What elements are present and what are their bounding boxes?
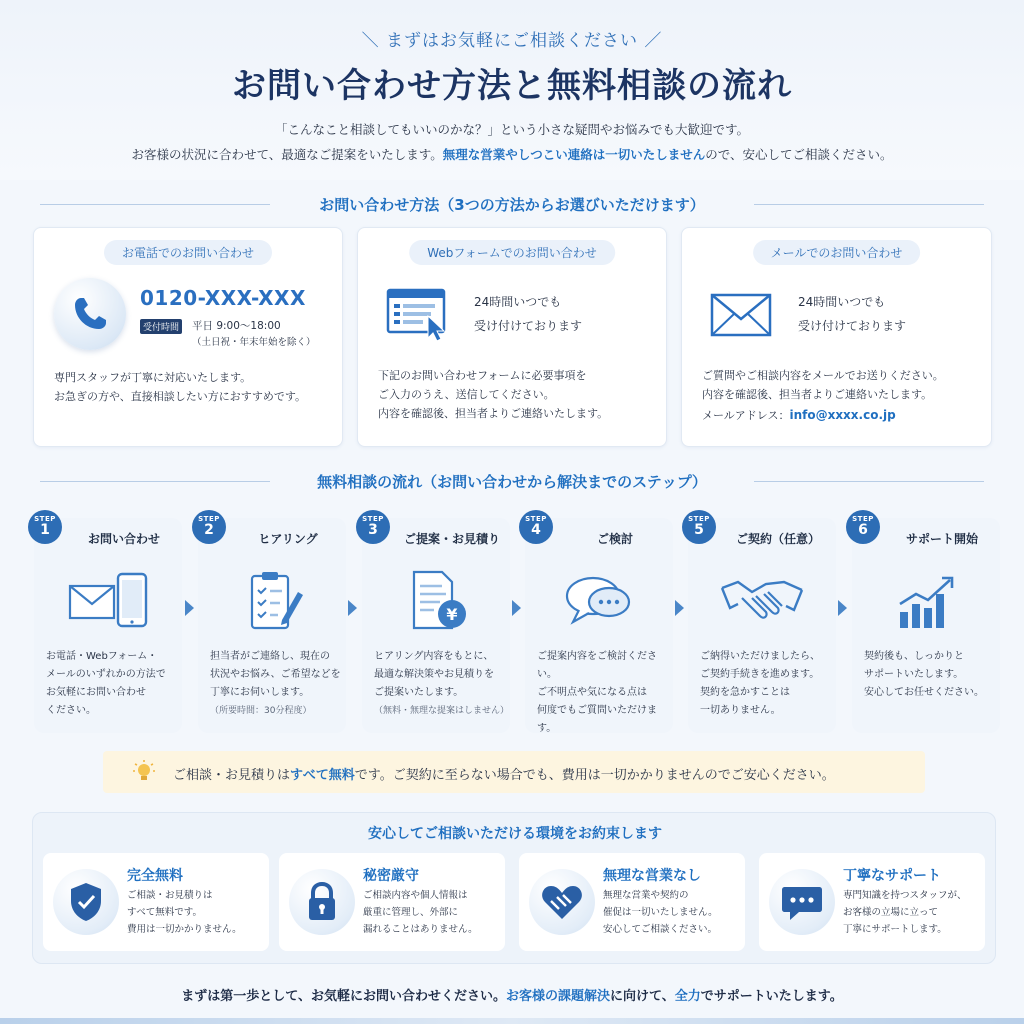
step-note: （無料・無理な提案はしません） [374, 706, 510, 716]
step-word: STEP [34, 515, 56, 523]
email-address-line [702, 406, 944, 425]
step-badge [356, 510, 390, 544]
step-card-4 [525, 515, 673, 734]
page-title: お問い合わせ方法と無料相談の流れ [232, 66, 792, 106]
promise-title: 安心してご相談いただける環境をお約束します [368, 826, 662, 842]
step-title: お問い合わせ [87, 532, 160, 546]
promise-section [32, 812, 996, 964]
step-card-1 [34, 515, 182, 733]
web-card-availability [474, 290, 582, 338]
mail-and-phone-icon [58, 568, 158, 634]
body-line: 専門スタッフが丁寧に対応いたします。 [54, 371, 252, 384]
promise-card-no-pressure [519, 853, 745, 951]
footer-message [0, 985, 1024, 1004]
promise-card-text [843, 887, 967, 938]
step-badge [28, 510, 62, 544]
step-line: ください。 [46, 705, 96, 716]
step-line: サポートいたします。 [864, 669, 964, 680]
mail-icon [710, 292, 774, 338]
promise-line: 安心してご相談ください。 [603, 924, 718, 935]
mail-card-availability [798, 290, 906, 338]
body-line: ご入力のうえ、送信してください。 [378, 388, 555, 401]
promise-line: ご相談内容や個人情報は [363, 890, 468, 901]
promise-line: 漏れることはありません。 [363, 924, 478, 935]
step-line: ご不明点や気になる点は [537, 687, 647, 698]
availability-line: 受け付けております [798, 319, 907, 333]
step-line: 状況やお悩み、ご希望などを [210, 669, 341, 680]
mail-card-label: メールでのお問い合わせ [753, 240, 921, 265]
step-line: 丁寧にお伺いします。 [210, 687, 310, 698]
step-number: 1 [40, 522, 50, 538]
promise-card-text [603, 887, 718, 938]
step-word: STEP [362, 515, 384, 523]
intro-text: お客様の状況に合わせて、最適なご提案をいたします。 [131, 147, 443, 162]
promise-card-text [363, 887, 478, 938]
phone-contact-card [33, 227, 343, 447]
business-hours: 平日 9:00〜18:00 [192, 320, 281, 332]
step-card-3 [362, 515, 510, 733]
phone-icon [54, 278, 126, 350]
promise-line: 厳重に管理し、外部に [363, 907, 459, 918]
step-number: 6 [858, 522, 868, 538]
footer-highlight: お客様の課題解決 [506, 989, 611, 1004]
availability-line: 24時間いつでも [474, 295, 562, 309]
chat-dots-icon [769, 869, 835, 935]
web-form-contact-card[interactable] [357, 227, 667, 447]
mail-card-body [702, 366, 944, 425]
promise-line: 丁寧にサポートします。 [843, 924, 947, 935]
promise-card-free [43, 853, 269, 951]
step-title: ヒアリング [258, 532, 318, 546]
promise-card-title: 丁寧なサポート [843, 868, 941, 884]
promise-card-title: 秘密厳守 [363, 868, 419, 884]
step-description [700, 648, 834, 720]
step-line: メールのいずれかの方法で [46, 669, 166, 680]
email-address-link[interactable]: info@xxxx.co.jp [789, 408, 896, 422]
body-line: 内容を確認後、担当者よりご連絡いたします。 [702, 388, 933, 401]
step-card-6 [852, 515, 1000, 733]
tagline: ＼ まずはお気軽にご相談ください ／ [361, 31, 663, 51]
step-number: 3 [368, 522, 378, 538]
availability-line: 24時間いつでも [798, 295, 886, 309]
body-line: 内容を確認後、担当者よりご連絡いたします。 [378, 407, 609, 420]
footer-part: に向けて、 [610, 989, 675, 1004]
step-description [864, 648, 998, 702]
step-card-5 [688, 515, 836, 733]
step-card-2 [198, 515, 346, 733]
step-title: ご契約（任意） [735, 532, 820, 546]
step-badge [519, 510, 553, 544]
estimate-document-icon [386, 568, 486, 634]
phone-number[interactable]: 0120-XXX-XXX [140, 286, 306, 310]
hours-badge: 受付時間 [140, 319, 182, 334]
promise-card-support [759, 853, 985, 951]
step-line: 安心してお任せください。 [864, 687, 984, 698]
intro-text: ので、安心してご相談ください。 [705, 147, 893, 162]
step-description [374, 648, 508, 720]
step-line: ヒアリング内容をもとに、 [374, 651, 494, 662]
step-description [46, 648, 180, 720]
step-note: （所要時間：30分程度） [210, 706, 312, 716]
business-hours-note: （土日祝・年末年始を除く） [192, 337, 316, 348]
step-line: お気軽にお問い合わせ [46, 687, 146, 698]
notice-part: です。ご契約に至らない場合でも、費用は一切かかりませんのでご安心ください。 [354, 768, 835, 783]
flow-section-title: 無料相談の流れ（お問い合わせから解決までのステップ） [317, 473, 707, 491]
step-badge [846, 510, 880, 544]
promise-line: 無理な営業や契約の [603, 890, 689, 901]
step-number: 5 [694, 522, 704, 538]
phone-card-body [54, 368, 306, 406]
lock-icon [289, 869, 355, 935]
step-word: STEP [525, 515, 547, 523]
step-arrow-icon [838, 600, 847, 616]
step-title: ご検討 [596, 532, 633, 546]
step-line: ご提案いたします。 [374, 687, 464, 698]
step-line: 一切ありません。 [700, 705, 781, 716]
shield-check-icon [53, 869, 119, 935]
step-line: 最適な解決策やお見積りを [374, 669, 494, 680]
web-card-body [378, 366, 608, 423]
step-word: STEP [852, 515, 874, 523]
step-word: STEP [688, 515, 710, 523]
footer-part: でサポートいたします。 [700, 989, 843, 1004]
footer-highlight: 全力 [674, 989, 701, 1004]
step-line: 担当者がご連絡し、現在の [210, 651, 330, 662]
step-line: 契約後も、しっかりと [864, 651, 964, 662]
clipboard-icon [222, 568, 322, 634]
chat-bubbles-icon [549, 568, 649, 634]
step-badge [682, 510, 716, 544]
intro-line-2 [0, 145, 1024, 163]
body-line: ご質問やご相談内容をメールでお送りください。 [702, 369, 944, 382]
promise-card-title: 完全無料 [127, 868, 183, 884]
step-number: 4 [531, 522, 541, 538]
web-form-icon [386, 286, 450, 342]
notice-highlight: すべて無料 [290, 768, 355, 783]
contact-section-title: お問い合わせ方法（3つの方法からお選びいただけます） [319, 196, 705, 214]
step-word: STEP [198, 515, 220, 523]
step-title: サポート開始 [905, 532, 978, 546]
step-arrow-icon [512, 600, 521, 616]
lightbulb-icon [131, 759, 157, 785]
notice-text [173, 764, 835, 783]
free-notice-banner [103, 751, 925, 793]
growth-chart-icon [876, 568, 976, 634]
step-badge [192, 510, 226, 544]
web-card-label: Webフォームでのお問い合わせ [409, 240, 615, 265]
step-description [537, 648, 671, 738]
notice-part: ご相談・お見積りは [173, 768, 291, 783]
step-line: ご契約手続きを進めます。 [700, 669, 820, 680]
step-line: 契約を急かすことは [700, 687, 790, 698]
email-address-label: メールアドレス： [702, 409, 790, 422]
promise-line: 費用は一切かかりません。 [127, 924, 242, 935]
step-arrow-icon [185, 600, 194, 616]
availability-line: 受け付けております [474, 319, 583, 333]
intro-highlight: 無理な営業やしつこい連絡は一切いたしません [442, 147, 706, 162]
step-line: お電話・Webフォーム・ [46, 651, 158, 662]
promise-line: 専門知識を持つスタッフが、 [843, 890, 967, 901]
step-line: ご納得いただけましたら、 [700, 651, 820, 662]
body-line: お急ぎの方や、直接相談したい方におすすめです。 [54, 390, 307, 403]
step-line: ご提案内容をご検討ください。 [537, 651, 657, 680]
step-title: ご提案・お見積り [403, 532, 500, 546]
mail-contact-card [681, 227, 992, 447]
handshake-icon [712, 568, 812, 634]
step-number: 2 [204, 522, 214, 538]
body-line: 下記のお問い合わせフォームに必要事項を [378, 369, 587, 382]
promise-card-confidential [279, 853, 505, 951]
promise-line: すべて無料です。 [127, 907, 203, 918]
footer-part: まずは第一歩として、お気軽にお問い合わせください。 [181, 989, 506, 1004]
step-description [210, 648, 344, 720]
intro-line-1: 「こんなこと相談してもいいのかな？」という小さな疑問やお悩みでも大歓迎です。 [274, 122, 749, 137]
heart-handshake-icon [529, 869, 595, 935]
promise-line: ご相談・お見積りは [127, 890, 213, 901]
svg-text:¥: ¥ [446, 605, 458, 624]
bottom-decoration-bar [0, 1018, 1024, 1024]
promise-line: お客様の立場に立って [843, 907, 939, 918]
promise-card-text [127, 887, 242, 938]
promise-line: 催促は一切いたしません。 [603, 907, 718, 918]
phone-card-label: お電話でのお問い合わせ [104, 240, 272, 265]
promise-card-title: 無理な営業なし [603, 868, 701, 884]
step-arrow-icon [348, 600, 357, 616]
step-arrow-icon [675, 600, 684, 616]
step-line: 何度でもご質問いただけます。 [537, 705, 657, 734]
